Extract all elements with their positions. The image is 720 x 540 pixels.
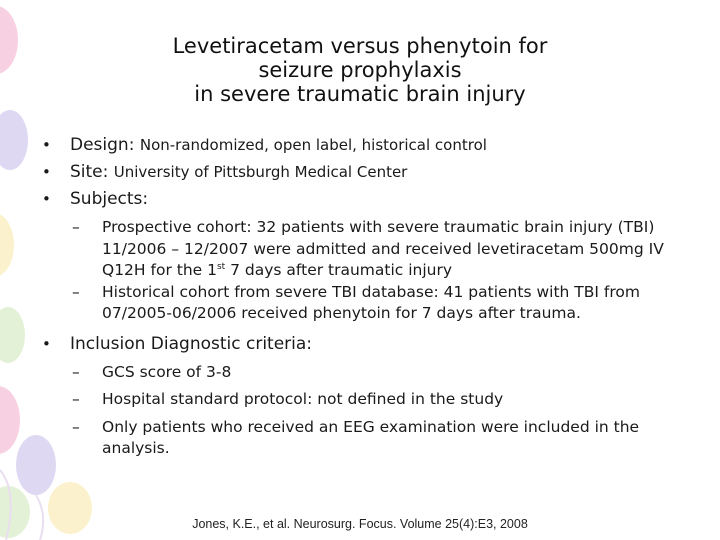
inclusion-text: Only patients who received an EEG examination were included in the analysis. (102, 417, 640, 457)
bullet-site (42, 159, 692, 186)
bullet-text: Non-randomized, open label, historical control (139, 136, 487, 154)
prospective-text-end: 7 days after traumatic injury (225, 261, 453, 279)
bullet-dot: • (42, 190, 51, 208)
inclusion-item (72, 362, 692, 384)
sub-bullet-historical (72, 282, 692, 325)
balloon-pink-mid (0, 386, 20, 454)
bullet-label: Subjects: (70, 189, 149, 209)
historical-text: Historical cohort from severe TBI database: 41 patients with TBI from 07/2005-06/2006 received phenytoin for 7 days after trauma. (102, 282, 640, 322)
bullet-dot: • (42, 136, 51, 154)
inclusion-item (72, 417, 692, 460)
citation: Jones, K.E., et al. Neurosurg. Focus. Volume 25(4):E3, 2008 (192, 517, 528, 531)
dash-marker: – (72, 417, 80, 436)
slide-title (0, 34, 720, 106)
bullet-dot: • (42, 334, 51, 353)
bullet-label: Site: (70, 162, 109, 182)
prospective-text: Prospective cohort: 32 patients with severe traumatic brain injury (TBI) 11/2006 – 12/2007 were admitted and received levetiracetam 500mg IV Q12H for the 1 (102, 218, 664, 279)
bullet-dot: • (42, 163, 51, 181)
balloon-yellow (0, 213, 14, 277)
bullet-list (42, 132, 692, 466)
ordinal-suffix: st (216, 261, 226, 272)
balloon-lavender (0, 110, 28, 170)
title-line-1: Levetiracetam versus phenytoin for (172, 34, 548, 58)
dash-marker: – (72, 362, 80, 381)
inclusion-text: Hospital standard protocol: not defined in the study (102, 390, 504, 408)
bullet-label: Inclusion Diagnostic criteria: (70, 333, 313, 354)
inclusion-item (72, 389, 692, 411)
balloon-green (0, 307, 25, 363)
bullet-label: Design: (70, 135, 135, 155)
title-line-3: in severe traumatic brain injury (194, 82, 526, 106)
bullet-inclusion (42, 331, 692, 358)
dash-marker: – (72, 390, 80, 408)
bullet-subjects (42, 186, 692, 213)
dash-marker: – (72, 218, 80, 236)
bullet-design (42, 132, 692, 159)
dash-marker: – (72, 282, 80, 301)
inclusion-text: GCS score of 3-8 (102, 362, 232, 381)
title-line-2: seizure prophylaxis (258, 58, 462, 82)
subjects-sublist (72, 217, 692, 325)
inclusion-sublist (72, 362, 692, 460)
bullet-text: University of Pittsburgh Medical Center (113, 163, 408, 181)
sub-bullet-prospective (72, 217, 692, 282)
